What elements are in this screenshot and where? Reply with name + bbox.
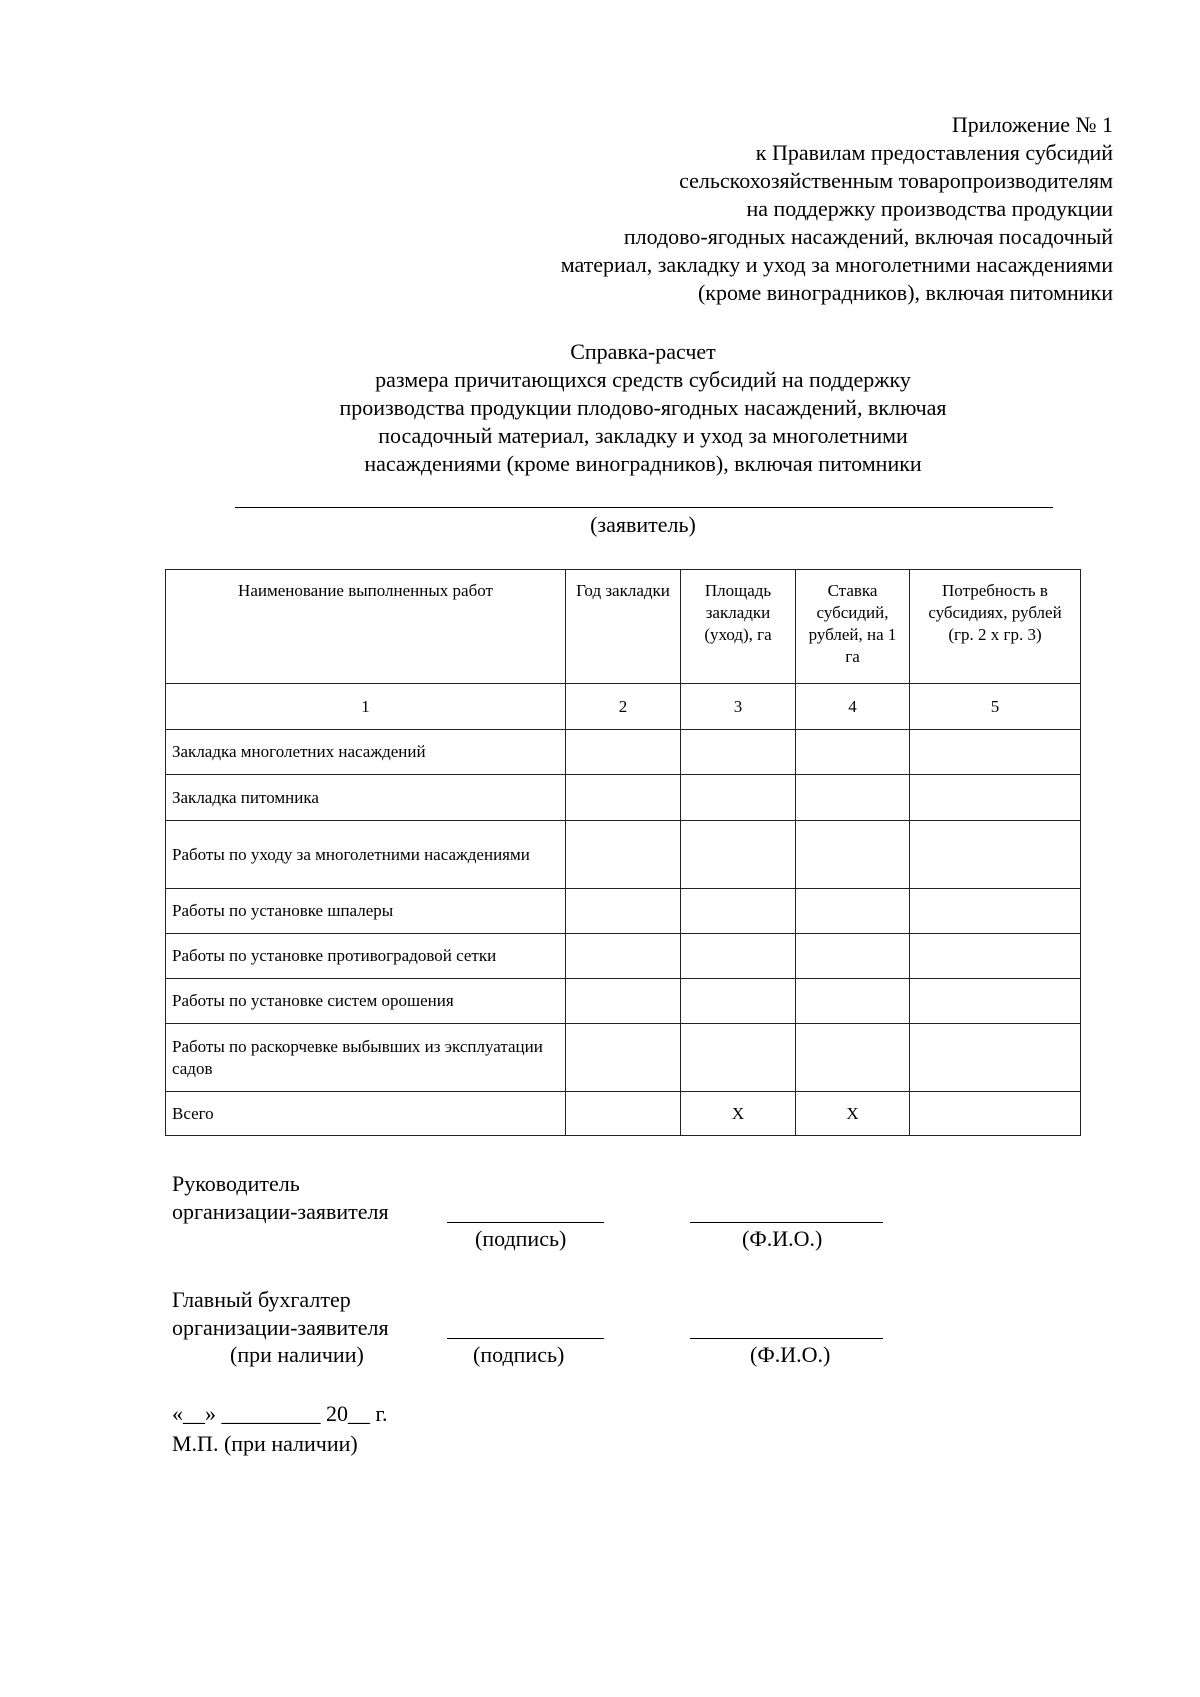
table-row (166, 730, 1081, 775)
title-line: размера причитающихся средств субсидий на поддержку (375, 367, 911, 392)
head-title: Руководитель (172, 1171, 300, 1196)
header-cell: Наименование выполненных работ (166, 570, 566, 684)
name-line (690, 1222, 883, 1223)
value-cell (566, 730, 681, 775)
value-cell (796, 889, 910, 934)
value-cell (910, 821, 1081, 889)
appendix-line: Приложение № 1 (951, 112, 1113, 137)
head-title: организации-заявителя (172, 1199, 389, 1224)
value-cell: X (796, 1092, 910, 1136)
header-cell: Ставка субсидий, рублей, на 1 га (796, 570, 910, 684)
header-cell: Площадь закладки (уход), га (681, 570, 796, 684)
value-cell (796, 934, 910, 979)
applicant-caption: (заявитель) (590, 512, 696, 537)
value-cell (796, 821, 910, 889)
table-row (166, 775, 1081, 821)
value-cell (910, 1024, 1081, 1092)
work-name-cell: Работы по установке систем орошения (166, 979, 566, 1024)
appendix-line: плодово-ягодных насаждений, включая посадочный (623, 224, 1113, 249)
value-cell (681, 775, 796, 821)
work-name-cell: Всего (166, 1092, 566, 1136)
work-name-cell: Работы по уходу за многолетними насаждениями (166, 821, 566, 889)
value-cell (681, 730, 796, 775)
name-caption: (Ф.И.О.) (742, 1226, 823, 1251)
signature-line (447, 1222, 604, 1223)
title-line: насаждениями (кроме виноградников), включая питомники (364, 451, 922, 476)
subsidy-table (165, 569, 1081, 1136)
value-cell (681, 889, 796, 934)
value-cell (566, 775, 681, 821)
value-cell (681, 979, 796, 1024)
applicant-field-line (235, 507, 1053, 508)
accountant-title: организации-заявителя (172, 1315, 389, 1340)
value-cell (566, 821, 681, 889)
value-cell (566, 979, 681, 1024)
value-cell (910, 730, 1081, 775)
header-cell: Год закладки (566, 570, 681, 684)
value-cell (796, 730, 910, 775)
value-cell (566, 1024, 681, 1092)
column-number: 5 (910, 684, 1081, 730)
table-row (166, 821, 1081, 889)
value-cell (910, 889, 1081, 934)
column-number: 2 (566, 684, 681, 730)
name-line (690, 1338, 883, 1339)
signature-caption: (подпись) (475, 1226, 567, 1251)
value-cell (910, 934, 1081, 979)
accountant-title: Главный бухгалтер (172, 1287, 351, 1312)
name-caption: (Ф.И.О.) (750, 1342, 831, 1367)
column-number: 1 (166, 684, 566, 730)
table-row (166, 889, 1081, 934)
appendix-line: сельскохозяйственным товаропроизводителям (679, 168, 1113, 193)
appendix-line: на поддержку производства продукции (746, 196, 1113, 221)
appendix-line: материал, закладку и уход за многолетними насаждениями (560, 252, 1113, 277)
signature-caption: (подпись) (473, 1342, 565, 1367)
value-cell (796, 1024, 910, 1092)
value-cell (681, 1024, 796, 1092)
title-line: Справка-расчет (570, 339, 716, 364)
appendix-line: к Правилам предоставления субсидий (755, 140, 1113, 165)
value-cell (566, 934, 681, 979)
value-cell (566, 1092, 681, 1136)
title-line: посадочный материал, закладку и уход за многолетними (378, 423, 908, 448)
value-cell (796, 775, 910, 821)
work-name-cell: Работы по установке противоградовой сетки (166, 934, 566, 979)
accountant-title: (при наличии) (230, 1342, 364, 1367)
date-line: «__» _________ 20__ г. (172, 1401, 388, 1426)
table-row (166, 1092, 1081, 1136)
table-row (166, 979, 1081, 1024)
work-name-cell: Работы по установке шпалеры (166, 889, 566, 934)
value-cell (681, 821, 796, 889)
column-number: 3 (681, 684, 796, 730)
value-cell: X (681, 1092, 796, 1136)
value-cell (910, 979, 1081, 1024)
table-row (166, 1024, 1081, 1092)
appendix-line: (кроме виноградников), включая питомники (697, 280, 1113, 305)
title-line: производства продукции плодово-ягодных насаждений, включая (339, 395, 947, 420)
value-cell (910, 775, 1081, 821)
value-cell (566, 889, 681, 934)
value-cell (681, 934, 796, 979)
column-number: 4 (796, 684, 910, 730)
work-name-cell: Закладка многолетних насаждений (166, 730, 566, 775)
work-name-cell: Закладка питомника (166, 775, 566, 821)
header-cell: Потребность в субсидиях, рублей (гр. 2 х гр. 3) (910, 570, 1081, 684)
stamp-note: М.П. (при наличии) (172, 1431, 358, 1456)
work-name-cell: Работы по раскорчевке выбывших из эксплуатации садов (166, 1024, 566, 1092)
value-cell (910, 1092, 1081, 1136)
table-row (166, 934, 1081, 979)
signature-line (447, 1338, 604, 1339)
value-cell (796, 979, 910, 1024)
